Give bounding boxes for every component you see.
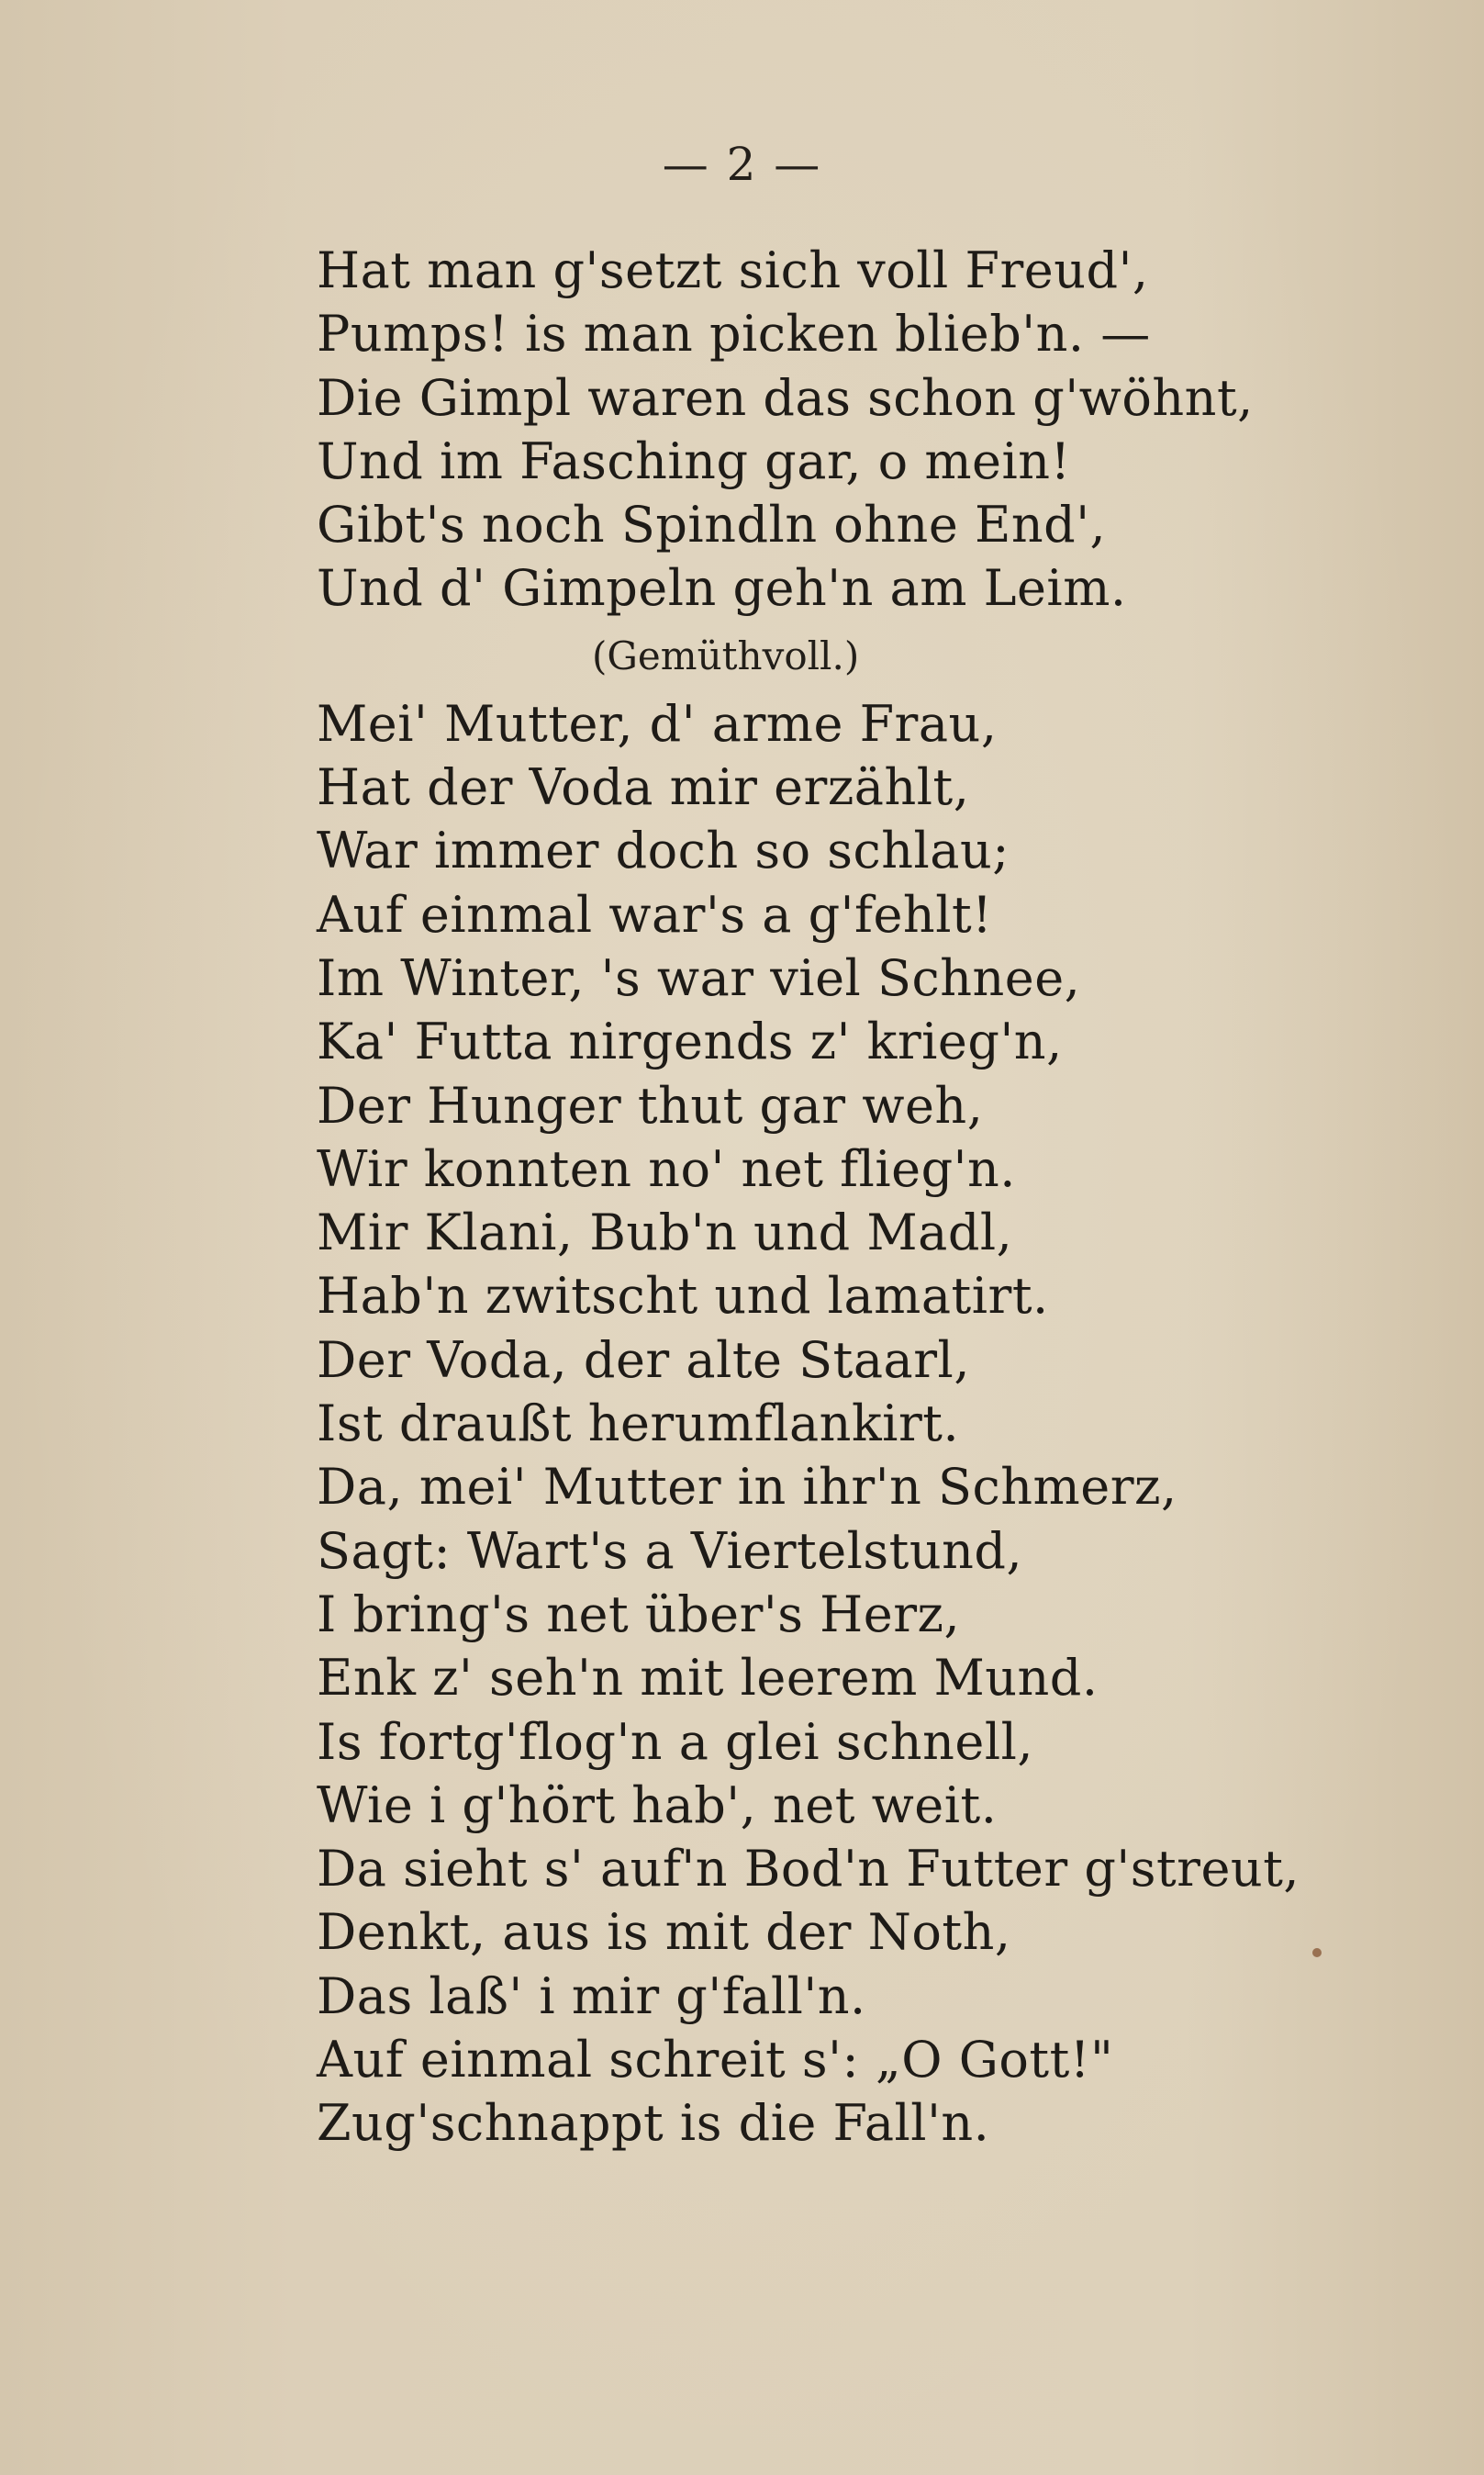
verse-line: Da, mei' Mutter in ihr'n Schmerz, <box>317 1458 1177 1517</box>
verse-line: Enk z' seh'n mit leerem Mund. <box>317 1649 1099 1708</box>
verse-line: Mei' Mutter, d' arme Frau, <box>317 694 998 753</box>
verse-line: Ist draußt herumflankirt. <box>317 1394 960 1453</box>
verse-line: Pumps! is man picken blieb'n. — <box>317 305 1151 364</box>
verse-line: Auf einmal schreit s': „O Gott!" <box>317 2031 1114 2089</box>
verse-line: Im Winter, 's war viel Schnee, <box>317 948 1081 1007</box>
verse-line: I bring's net über's Herz, <box>317 1585 961 1643</box>
verse-line: Hat der Voda mir erzählt, <box>317 758 970 817</box>
verse-line: War immer doch so schlau; <box>317 822 1010 880</box>
stage-direction: (Gemüthvoll.) <box>592 633 860 678</box>
poem-text <box>317 239 1300 2156</box>
verse-line: Der Hunger thut gar weh, <box>317 1076 984 1135</box>
verse-line: Ka' Futta nirgends z' krieg'n, <box>317 1013 1063 1071</box>
verse-line: Is fortg'flog'n a glei schnell, <box>317 1712 1034 1771</box>
verse-line: Das laß' i mir g'fall'n. <box>317 1966 866 2025</box>
verse-line: Da sieht s' auf'n Bod'n Futter g'streut, <box>317 1840 1300 1898</box>
verse-line: Der Voda, der alte Staarl, <box>317 1330 970 1389</box>
verse-line: Hab'n zwitscht und lamatirt. <box>317 1267 1049 1326</box>
verse-line: Die Gimpl waren das schon g'wöhnt, <box>317 368 1254 427</box>
verse-line: Auf einmal war's a g'fehlt! <box>317 885 993 944</box>
verse-line: Wie i g'hört hab', net weit. <box>317 1775 998 1834</box>
verse-line: Gibt's noch Spindln ohne End', <box>317 496 1107 554</box>
verse-line: Zug'schnappt is die Fall'n. <box>317 2094 990 2153</box>
page-number: — 2 — <box>662 138 822 191</box>
verse-line: Sagt: Wart's a Viertelstund, <box>317 1521 1023 1580</box>
verse-line: Hat man g'setzt sich voll Freud', <box>317 241 1149 299</box>
verse-line: Wir konnten no' net flieg'n. <box>317 1139 1016 1198</box>
verse-line: Und im Fasching gar, o mein! <box>317 431 1071 490</box>
verse-line: Und d' Gimpeln geh'n am Leim. <box>317 559 1127 618</box>
verse-line: Denkt, aus is mit der Noth, <box>317 1903 1011 1962</box>
paper-speck <box>1312 1948 1322 1957</box>
verse-line: Mir Klani, Bub'n und Madl, <box>317 1204 1013 1262</box>
